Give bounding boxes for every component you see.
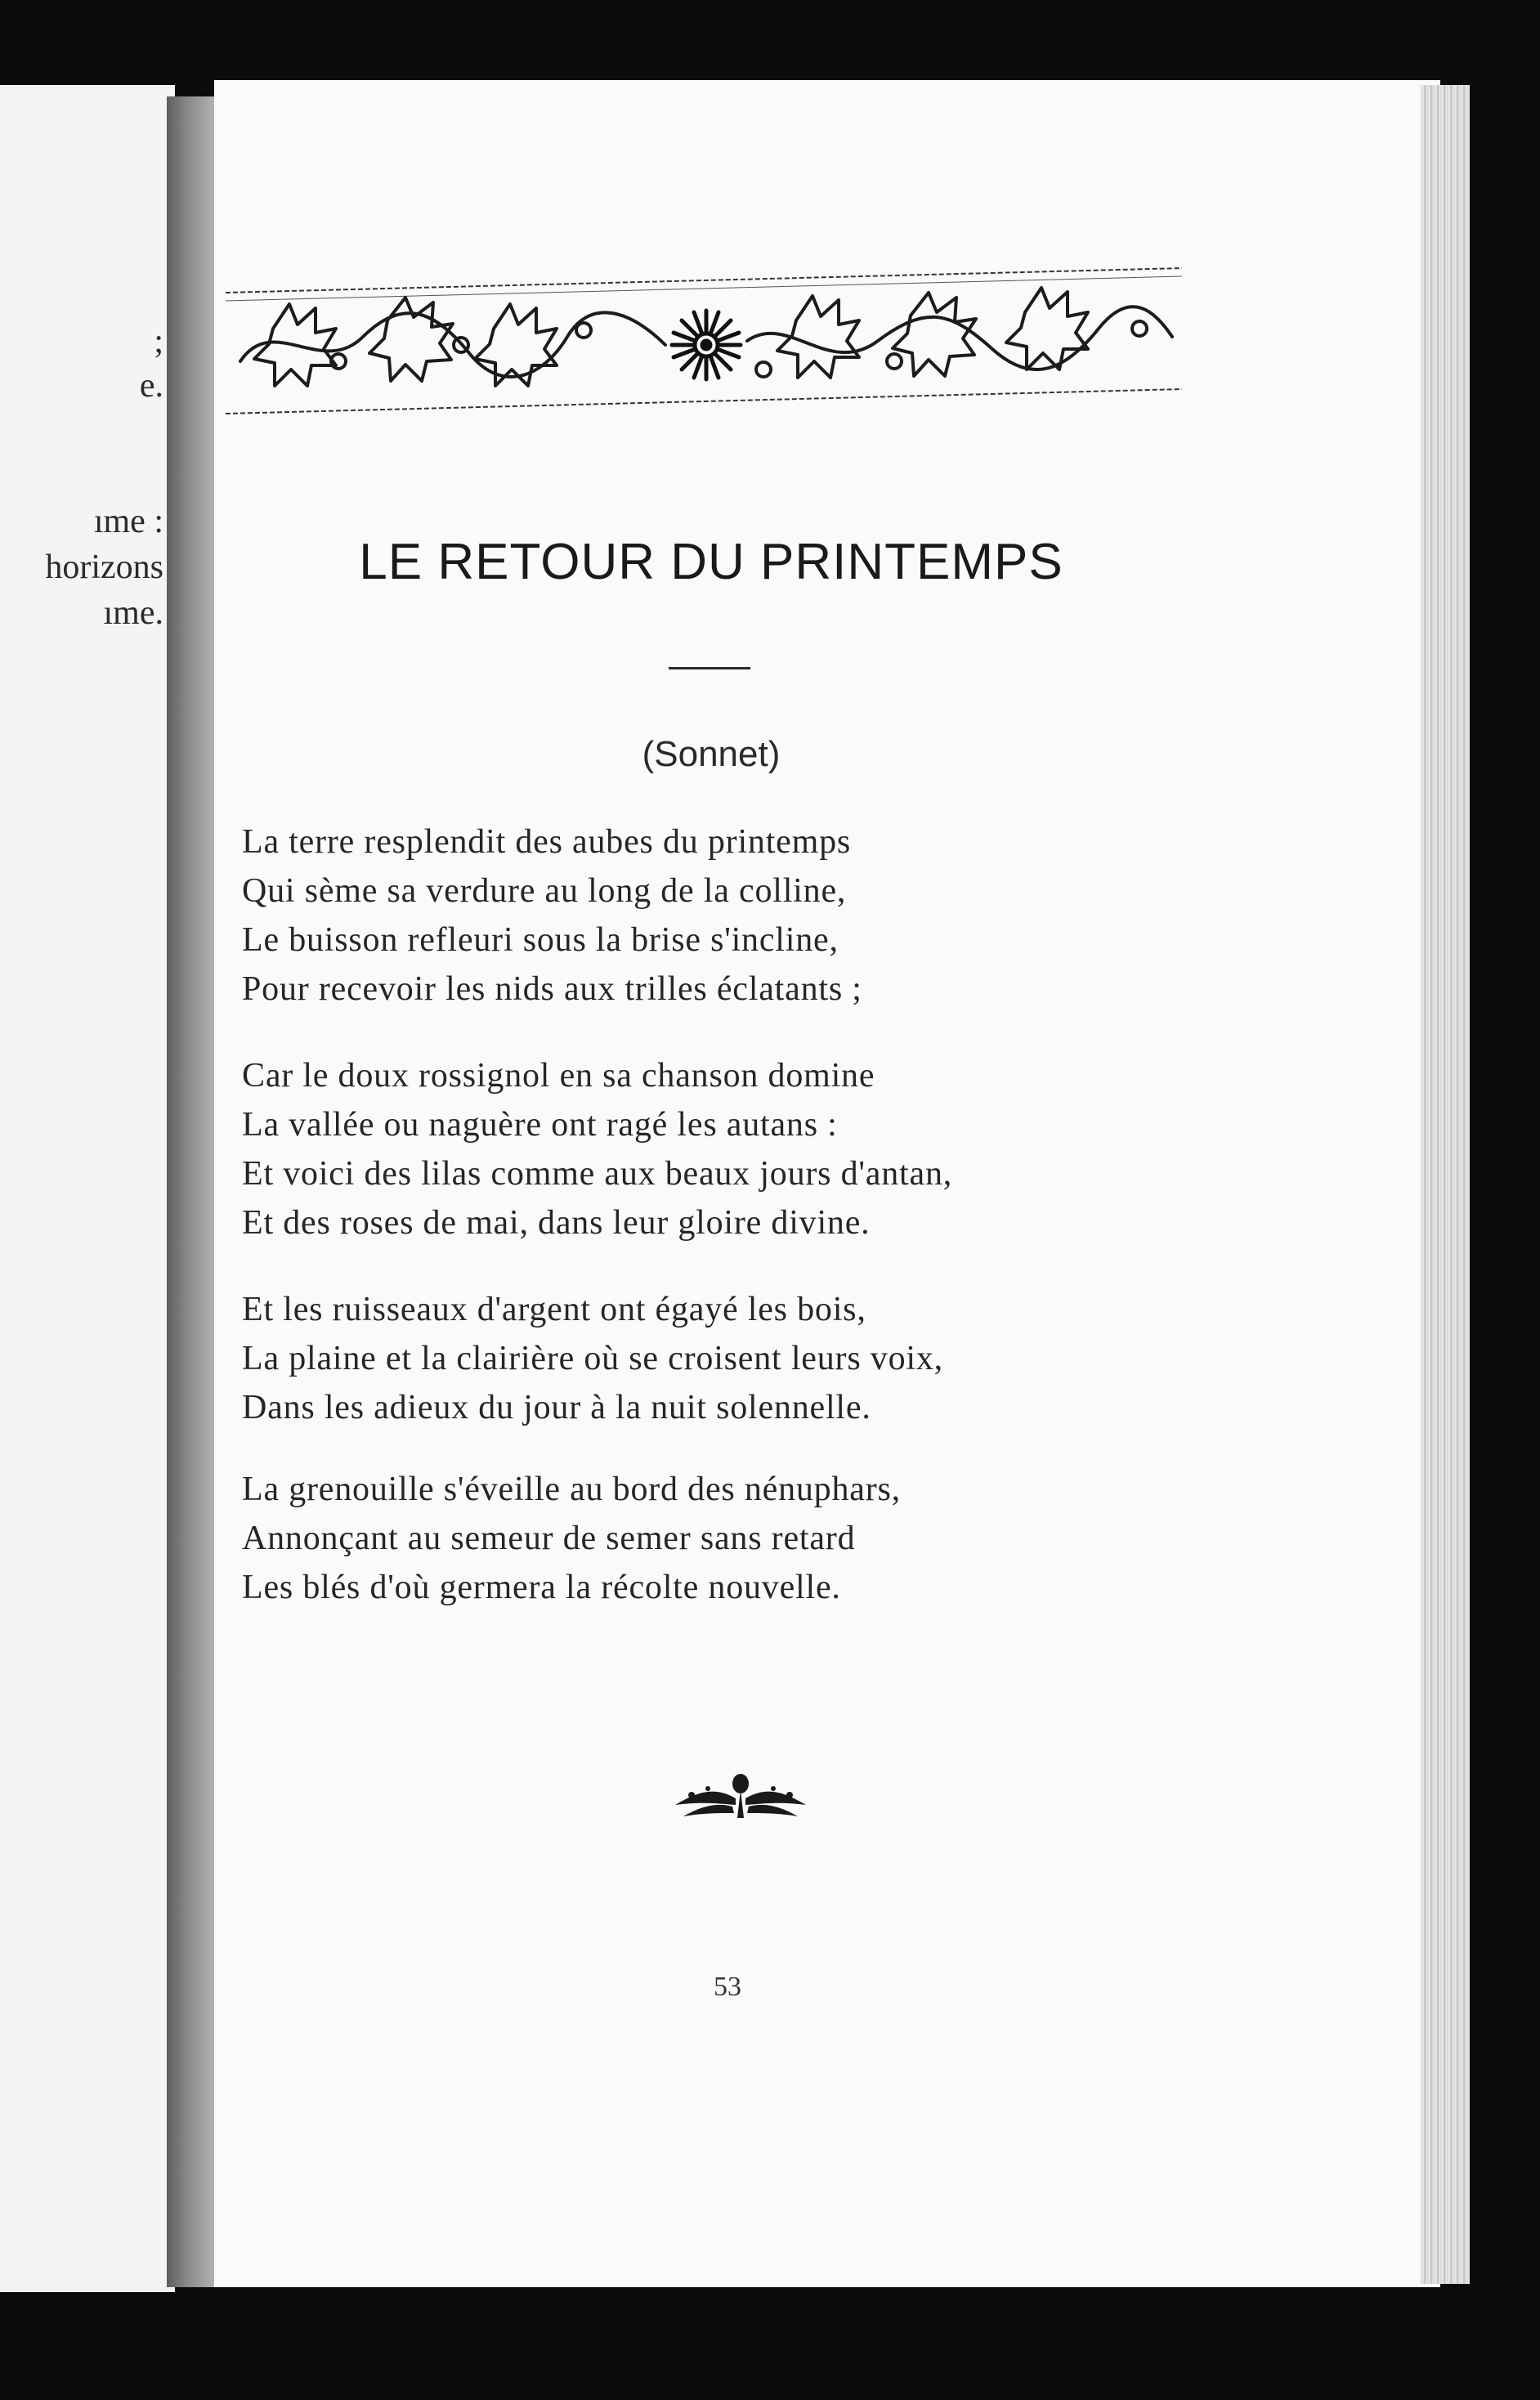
stanza — [242, 1465, 901, 1612]
verse-line: Pour recevoir les nids aux trilles éclatants ; — [242, 970, 862, 1008]
poem-subtitle: (Sonnet) — [642, 734, 781, 774]
leaf-spray-icon — [667, 1766, 814, 1823]
verse-line: Car le doux rossignol en sa chanson domine — [242, 1057, 875, 1095]
verse-line: La terre resplendit des aubes du printemps — [242, 823, 852, 861]
verse-line: Le buisson refleuri sous la brise s'incline, — [242, 921, 839, 959]
previous-page-line: ıme. — [103, 594, 163, 632]
verse-line: Annonçant au semeur de semer sans retard — [242, 1520, 856, 1557]
floral-vine-band-icon — [224, 263, 1185, 419]
page-number: 53 — [714, 1972, 741, 2002]
previous-page-line: horizons — [45, 549, 163, 586]
stanza — [242, 1051, 952, 1247]
verse-line: La grenouille s'éveille au bord des nénuphars, — [242, 1471, 901, 1508]
verse-line: Dans les adieux du jour à la nuit solennelle. — [242, 1389, 871, 1426]
previous-page-line: ; — [154, 323, 163, 360]
verse-line: Et voici des lilas comme aux beaux jours d'antan, — [242, 1155, 953, 1193]
poem-title: LE RETOUR DU PRINTEMPS — [359, 534, 1063, 590]
page-edges — [1421, 85, 1470, 2284]
stanza — [242, 817, 862, 1014]
previous-page-line: ıme : — [93, 503, 163, 540]
verse-line: Qui sème sa verdure au long de la colline, — [242, 872, 847, 910]
verse-line: La plaine et la clairière où se croisent leurs voix, — [242, 1340, 943, 1377]
verse-line: Et des roses de mai, dans leur gloire divine. — [242, 1204, 871, 1242]
verse-line: Les blés d'où germera la récolte nouvelle. — [242, 1569, 841, 1606]
stanza — [242, 1285, 943, 1432]
previous-page — [0, 85, 175, 2292]
title-divider — [669, 667, 750, 669]
verse-line: Et les ruisseaux d'argent ont égayé les bois, — [242, 1291, 866, 1328]
previous-page-line: e. — [139, 367, 163, 405]
verse-line: La vallée ou naguère ont ragé les autans : — [242, 1106, 838, 1144]
